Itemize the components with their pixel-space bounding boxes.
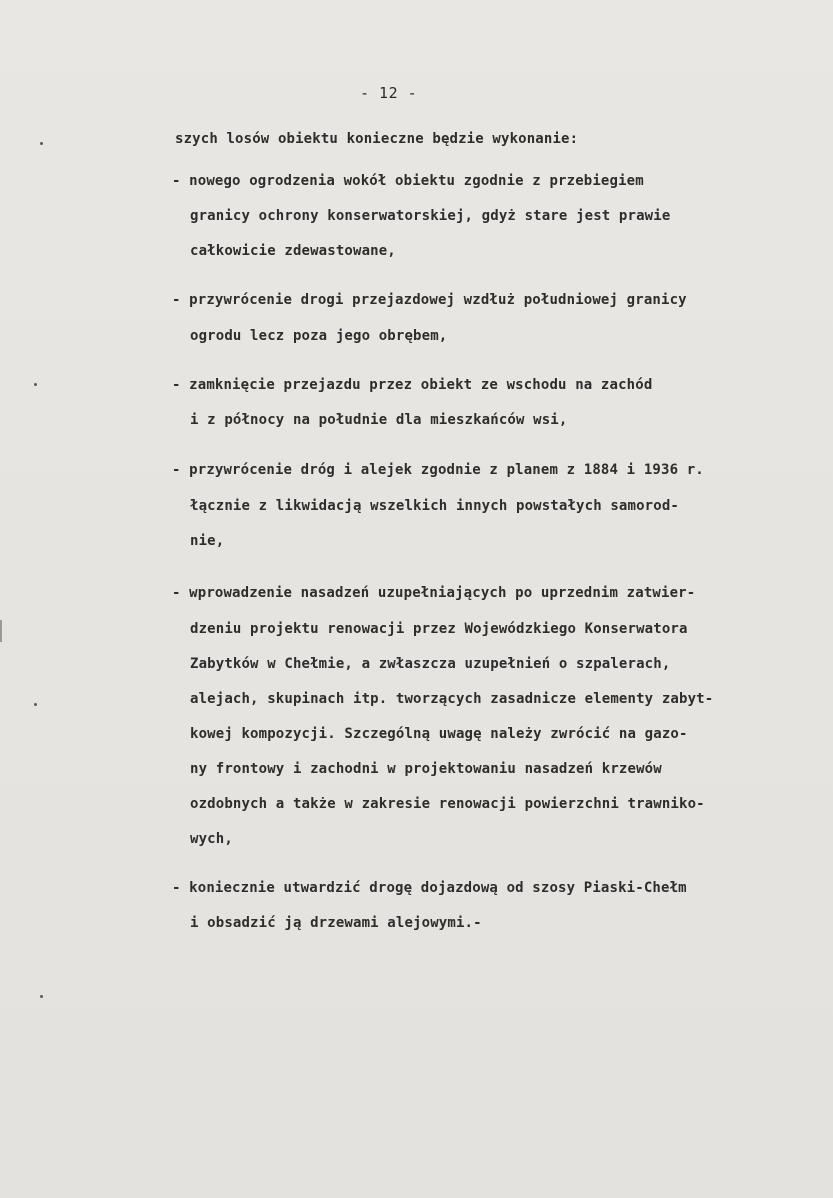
list-item-line: - przywrócenie drogi przejazdowej wzdłuż południowej granicy bbox=[172, 292, 687, 308]
list-item-line: - nowego ogrodzenia wokół obiektu zgodnie z przebiegiem bbox=[172, 173, 644, 189]
margin-speck bbox=[40, 995, 43, 998]
list-item-line: ny frontowy i zachodni w projektowaniu nasadzeń krzewów bbox=[190, 761, 662, 777]
list-item-line: kowej kompozycji. Szczególną uwagę należy zwrócić na gazo- bbox=[190, 726, 688, 742]
list-item-line: Zabytków w Chełmie, a zwłaszcza uzupełnień o szpalerach, bbox=[190, 656, 671, 672]
list-item-line: ogrodu lecz poza jego obrębem, bbox=[190, 328, 448, 344]
page-edge-mark bbox=[0, 620, 2, 642]
list-item-line: - wprowadzenie nasadzeń uzupełniających po uprzednim zatwier- bbox=[172, 585, 696, 601]
margin-speck bbox=[34, 703, 37, 706]
list-item-line: granicy ochrony konserwatorskiej, gdyż stare jest prawie bbox=[190, 208, 671, 224]
list-item-line: - przywrócenie dróg i alejek zgodnie z planem z 1884 i 1936 r. bbox=[172, 462, 704, 478]
list-item-line: łącznie z likwidacją wszelkich innych powstałych samorod- bbox=[190, 498, 679, 514]
margin-speck bbox=[40, 142, 43, 145]
list-item-line: ozdobnych a także w zakresie renowacji powierzchni trawniko- bbox=[190, 796, 705, 812]
margin-speck bbox=[34, 383, 37, 386]
list-item-line: - koniecznie utwardzić drogę dojazdową od szosy Piaski-Chełm bbox=[172, 880, 687, 896]
list-item-line: wych, bbox=[190, 831, 233, 847]
list-item-line: i obsadzić ją drzewami alejowymi.- bbox=[190, 915, 482, 931]
intro-line: szych losów obiektu konieczne będzie wykonanie: bbox=[175, 131, 579, 147]
list-item-line: alejach, skupinach itp. tworzących zasadnicze elementy zabyt- bbox=[190, 691, 714, 707]
list-item-line: - zamknięcie przejazdu przez obiekt ze wschodu na zachód bbox=[172, 377, 653, 393]
list-item-line: dzeniu projektu renowacji przez Wojewódzkiego Konserwatora bbox=[190, 621, 688, 637]
list-item-line: nie, bbox=[190, 533, 225, 549]
page-number: - 12 - bbox=[360, 84, 418, 102]
list-item-line: całkowicie zdewastowane, bbox=[190, 243, 396, 259]
list-item-line: i z północy na południe dla mieszkańców wsi, bbox=[190, 412, 568, 428]
